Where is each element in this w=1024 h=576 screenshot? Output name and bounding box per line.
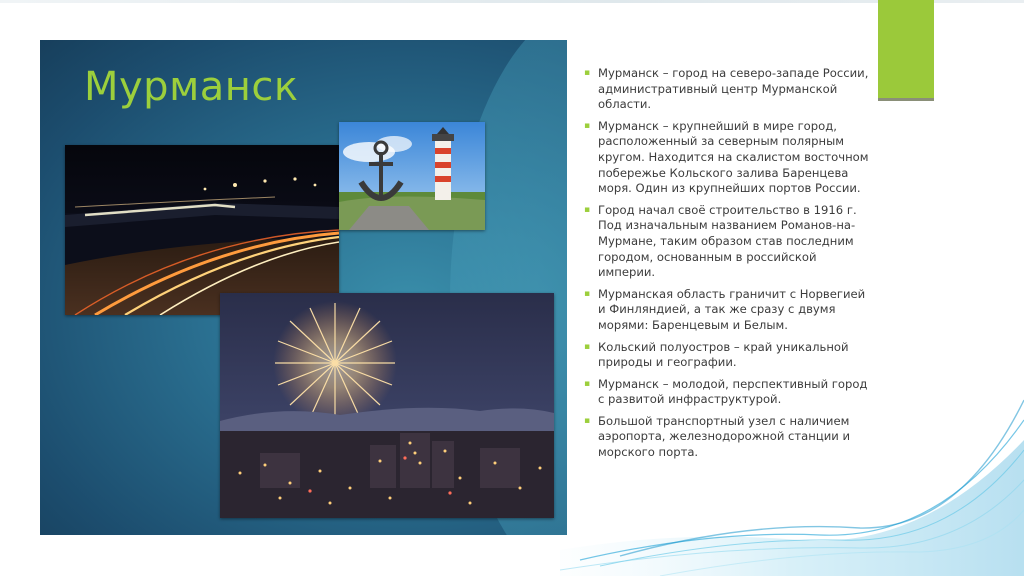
bullet-text: Мурманск – крупнейший в мире город, расположенный за северным полярным кругом. Находится на скалистом восточном побережье Кольского залива Баренцева моря. Один из крупнейших портов России.	[598, 118, 869, 196]
anchor-lighthouse-photo	[339, 122, 485, 230]
bullet-icon: ▪	[584, 288, 591, 299]
bullet-icon: ▪	[584, 120, 591, 131]
wave-decoration	[560, 380, 1024, 576]
bullet-text: Мурманская область граничит с Норвегией и Финляндией, а так же сразу с двумя морями: Баренцевым и Белым.	[598, 286, 866, 332]
bullet-text: Мурманск – город на северо-западе России, административный центр Мурманской области.	[598, 66, 869, 112]
bridge-night-photo	[65, 145, 339, 315]
bullet-text: Большой транспортный узел с наличием аэропорта, железнодорожной станции и морского порта.	[598, 413, 851, 460]
bullet-icon: ▪	[584, 415, 591, 426]
top-border-line	[0, 0, 1024, 3]
bullet-icon: ▪	[584, 341, 591, 352]
bullet-icon: ▪	[584, 68, 591, 78]
list-item	[584, 287, 872, 334]
list-item	[584, 203, 872, 281]
slide-title: Мурманск	[84, 64, 299, 110]
bullet-text: Кольский полуостров – край уникальной природы и географии.	[598, 339, 849, 370]
bullet-icon: ▪	[584, 204, 591, 215]
bullet-text: Мурманск – молодой, перспективный город с развитой инфраструктурой.	[598, 376, 868, 407]
accent-tab	[878, 0, 934, 98]
bullet-text: Город начал своё строительство в 1916 г. Под изначальным названием Романов-на-Мурмане, таким образом став последним городом, основанным в российской империи.	[598, 202, 857, 280]
list-item	[584, 66, 872, 113]
anchor-lighthouse-image	[339, 122, 485, 230]
city-fireworks-image	[220, 293, 554, 518]
city-fireworks-photo	[220, 293, 554, 518]
list-item	[584, 340, 872, 371]
list-item	[584, 119, 872, 197]
bullet-icon: ▪	[584, 378, 591, 389]
bridge-night-image	[65, 145, 339, 315]
